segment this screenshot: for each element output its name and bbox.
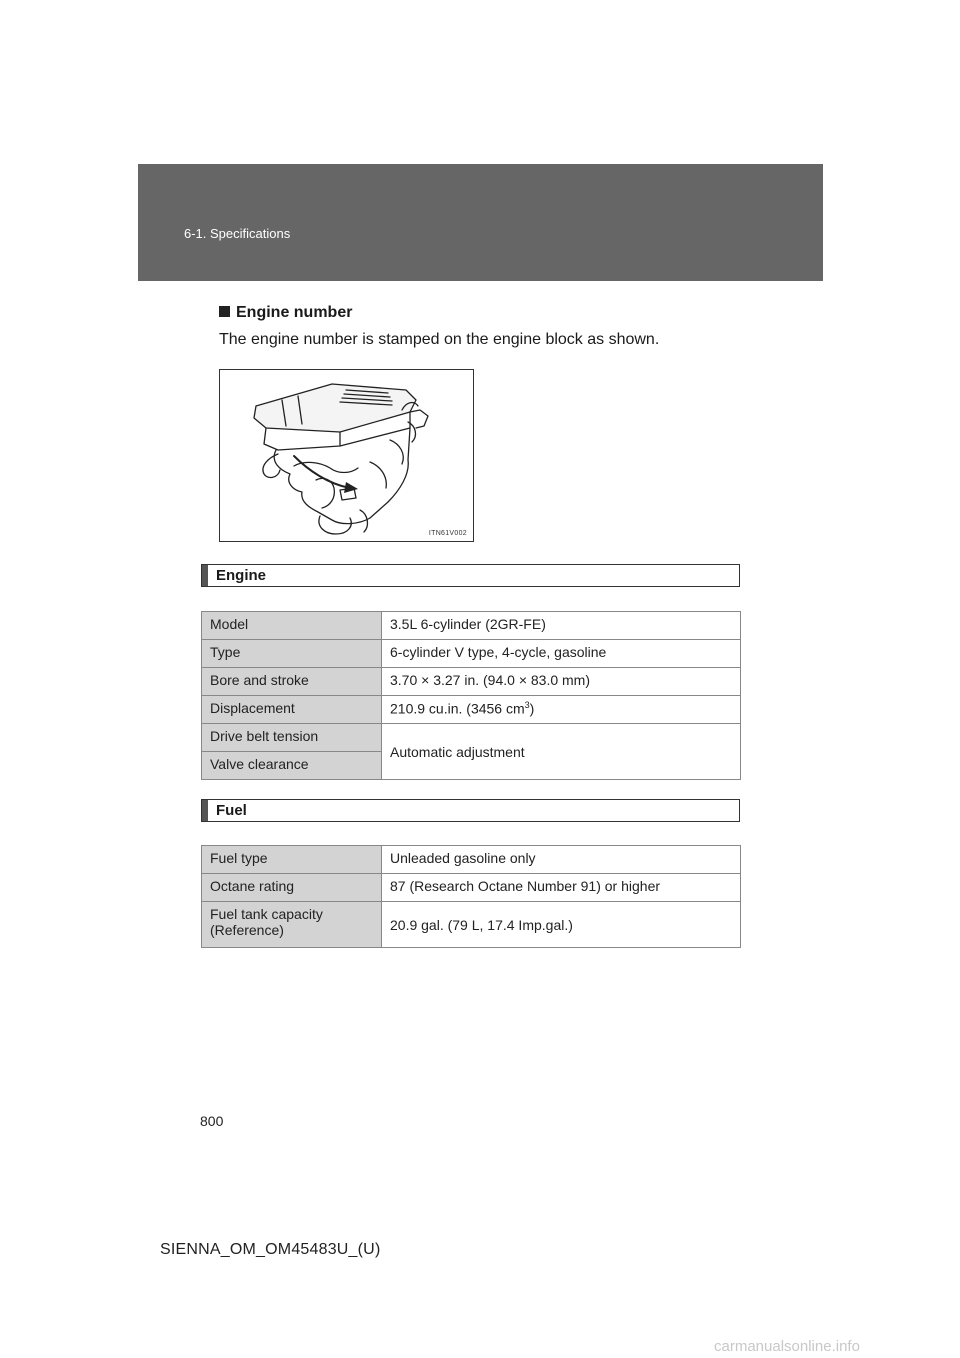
table-row [202,902,741,948]
figure-code: ITN61V002 [428,530,467,537]
label-line-2: (Reference) [210,922,284,938]
page-number: 800 [200,1113,224,1129]
table-row [202,696,741,724]
square-bullet-icon [219,306,230,317]
fuel-section-bar [201,799,740,822]
spec-label: Displacement [202,696,382,724]
spec-value: 3.70 × 3.27 in. (94.0 × 83.0 mm) [382,668,741,696]
fuel-spec-table [201,845,741,948]
displacement-main: 210.9 cu.in. (3456 cm [390,700,525,717]
header-band [138,164,823,281]
engine-section-title: Engine [216,567,267,584]
engine-spec-table [201,611,741,780]
watermark: carmanualsonline.info [714,1338,860,1355]
spec-value [382,696,741,724]
spec-value: Unleaded gasoline only [382,846,741,874]
engine-number-text: The engine number is stamped on the engine block as shown. [219,331,660,348]
spec-value: Automatic adjustment [382,724,741,780]
table-row [202,668,741,696]
spec-value: 6-cylinder V type, 4-cycle, gasoline [382,640,741,668]
spec-label: Fuel type [202,846,382,874]
spec-label: Octane rating [202,874,382,902]
table-row [202,724,741,752]
spec-value: 87 (Research Octane Number 91) or higher [382,874,741,902]
engine-illustration [220,370,475,543]
table-row [202,846,741,874]
section-marker [202,565,208,586]
fuel-section-title: Fuel [216,802,247,819]
spec-label: Model [202,612,382,640]
section-title: 6-1. Specifications [184,226,291,241]
engine-figure [219,369,474,542]
spec-value: 3.5L 6-cylinder (2GR-FE) [382,612,741,640]
footer-doc-id: SIENNA_OM_OM45483U_(U) [160,1241,381,1258]
label-line-1: Fuel tank capacity [210,906,323,922]
engine-number-heading [219,304,352,322]
spec-label: Valve clearance [202,752,382,780]
spec-value: 20.9 gal. (79 L, 17.4 Imp.gal.) [382,902,741,948]
table-row [202,640,741,668]
spec-label: Type [202,640,382,668]
engine-section-bar [201,564,740,587]
spec-label [202,902,382,948]
section-marker [202,800,208,821]
displacement-end: ) [529,700,535,717]
spec-label: Drive belt tension [202,724,382,752]
spec-label: Bore and stroke [202,668,382,696]
table-row [202,612,741,640]
displacement-sup: 3 [524,700,530,710]
engine-number-heading-text: Engine number [236,304,353,321]
table-row [202,874,741,902]
